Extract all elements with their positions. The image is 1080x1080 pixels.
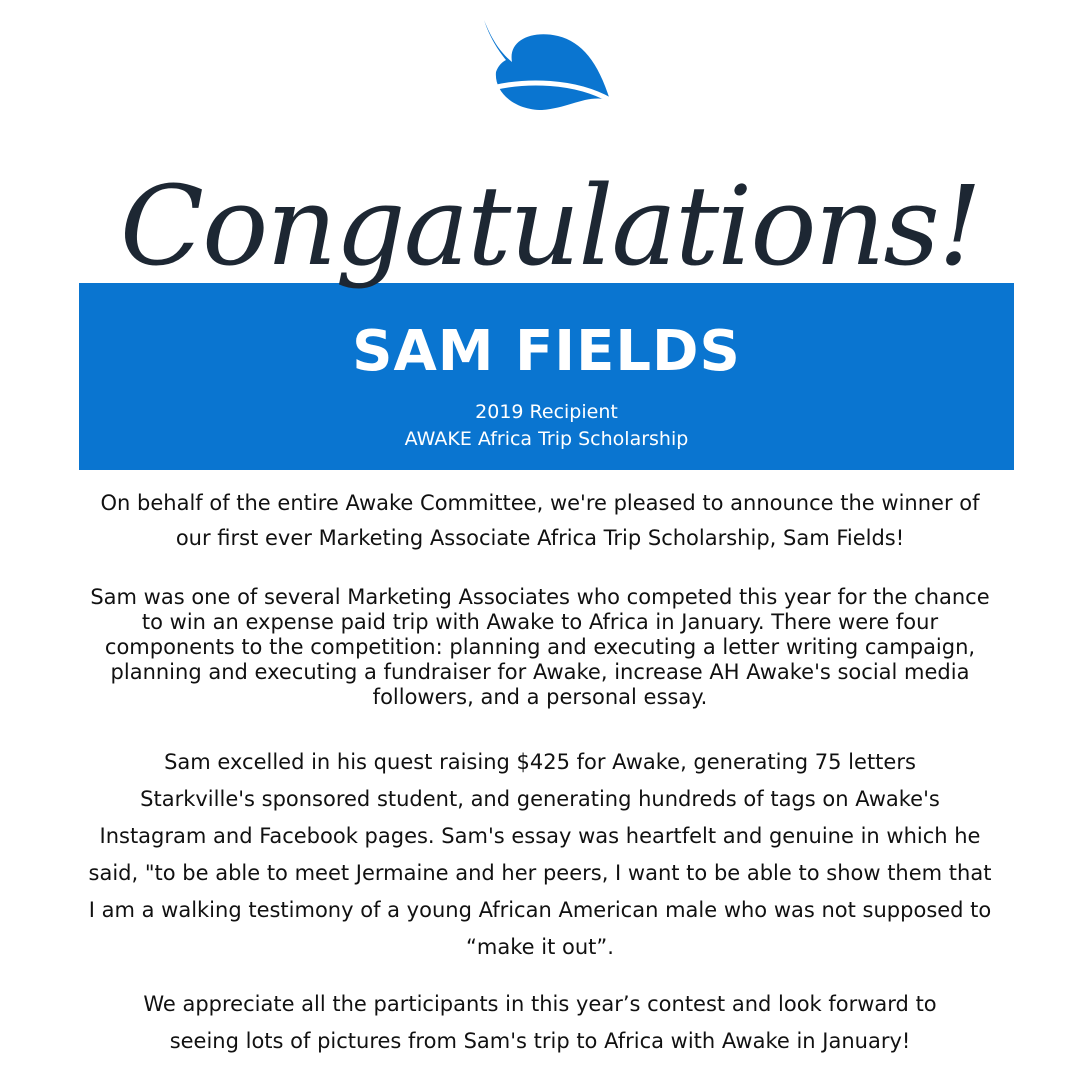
script-title-text: Congatulations! xyxy=(119,162,981,290)
text-line: I am a walking testimony of a young African American male who was not supposed to xyxy=(88,898,992,922)
text-line: to win an expense paid trip with Awake to Africa in January. There were four xyxy=(141,610,939,634)
text-line: followers, and a personal essay. xyxy=(372,685,708,709)
text-line: planning and executing a fundraiser for Awake, increase AH Awake's social media xyxy=(110,660,970,684)
text-line: components to the competition: planning and executing a letter writing campaign, xyxy=(104,635,976,659)
text-line: On behalf of the entire Awake Committee, we're pleased to announce the winner of xyxy=(100,491,980,515)
recipient-name: SAM FIELDS xyxy=(352,319,741,384)
text-line: Sam was one of several Marketing Associates who competed this year for the chance xyxy=(90,585,990,609)
text-line: seeing lots of pictures from Sam's trip to Africa with Awake in January! xyxy=(169,1029,911,1053)
leaf-icon xyxy=(478,18,612,112)
text-line: Instagram and Facebook pages. Sam's essay was heartfelt and genuine in which he xyxy=(99,824,981,848)
recipient-year: 2019 Recipient xyxy=(475,401,618,423)
text-line: said, "to be able to meet Jermaine and her peers, I want to be able to show them that xyxy=(88,861,992,885)
competition-paragraph xyxy=(40,585,1040,710)
announcement-paragraph xyxy=(40,486,1040,556)
achievement-paragraph xyxy=(40,744,1040,966)
closing-paragraph xyxy=(40,986,1040,1060)
text-line: Sam excelled in his quest raising $425 for Awake, generating 75 letters xyxy=(164,750,916,774)
text-line: Starkville's sponsored student, and generating hundreds of tags on Awake's xyxy=(140,787,940,811)
text-line: our first ever Marketing Associate Africa Trip Scholarship, Sam Fields! xyxy=(175,526,905,550)
text-line: We appreciate all the participants in this year’s contest and look forward to xyxy=(143,992,937,1016)
scholarship-title: AWAKE Africa Trip Scholarship xyxy=(404,428,689,450)
text-line: “make it out”. xyxy=(466,935,614,959)
congratulations-script-title xyxy=(119,162,981,318)
